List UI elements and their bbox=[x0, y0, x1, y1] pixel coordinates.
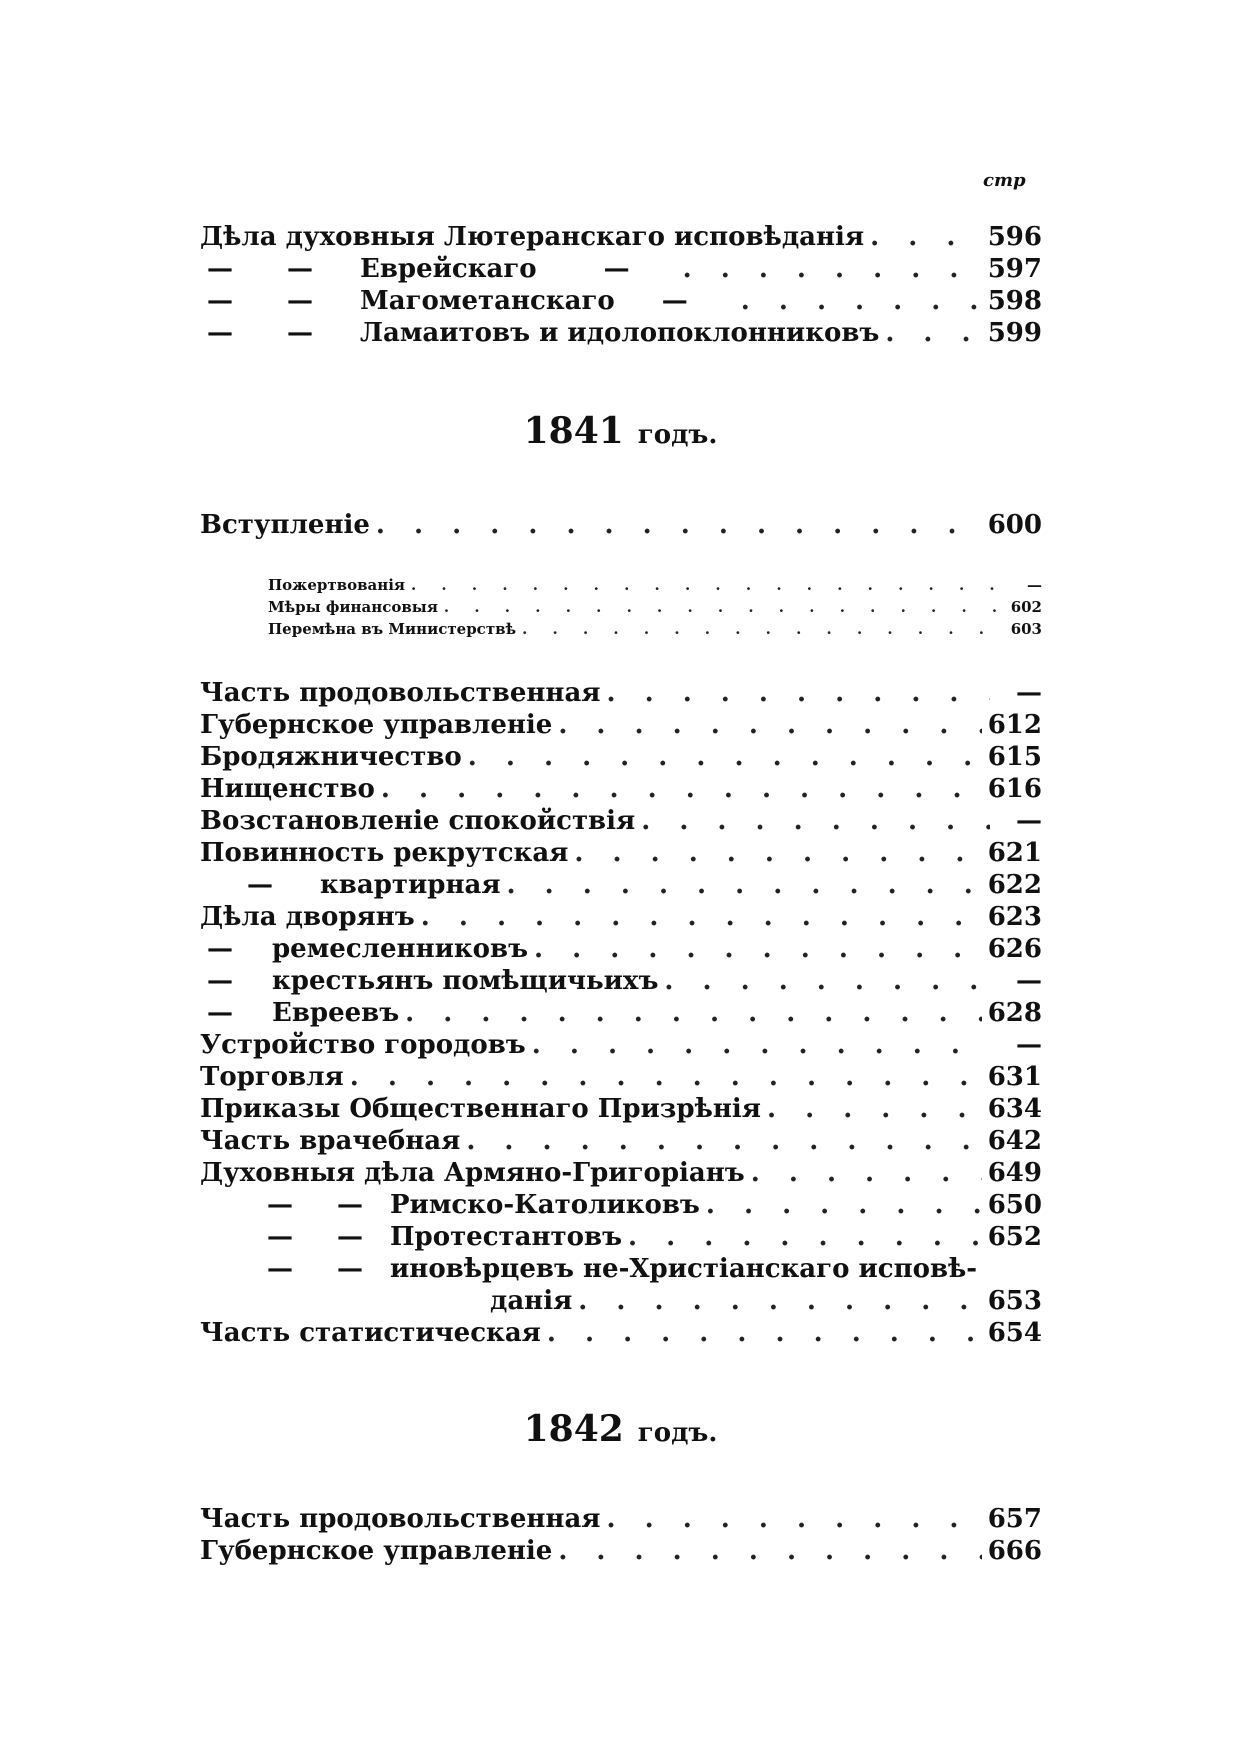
dot-leader bbox=[767, 1094, 982, 1124]
toc-page-number: 602 bbox=[1010, 598, 1042, 616]
toc-row bbox=[200, 902, 1042, 932]
dot-leader bbox=[466, 1126, 981, 1156]
toc-page-number: 652 bbox=[987, 1222, 1042, 1252]
toc-entry-title bbox=[200, 1254, 977, 1284]
toc-row-wrapped-line2 bbox=[490, 1286, 1042, 1316]
toc-row bbox=[200, 1030, 1042, 1060]
toc-entry-text: данія bbox=[490, 1286, 573, 1316]
dot-leader bbox=[547, 1318, 982, 1348]
ditto-dash: — bbox=[287, 254, 313, 284]
toc-page-number: 600 bbox=[987, 510, 1042, 540]
toc-page-number: — bbox=[1016, 678, 1042, 708]
toc-page-number: 621 bbox=[987, 838, 1042, 868]
toc-subrow bbox=[268, 618, 1042, 640]
ditto-dash: — bbox=[267, 1190, 293, 1220]
toc-entry-title: Губернское управленіе bbox=[200, 710, 553, 740]
toc-subrow bbox=[268, 596, 1042, 618]
toc-entry-title bbox=[200, 254, 677, 284]
dot-leader bbox=[405, 998, 982, 1028]
toc-entry-title: Духовныя дѣла Армяно-Григоріанъ bbox=[200, 1158, 745, 1188]
dot-leader bbox=[607, 678, 991, 708]
toc-entry-title: Возстановленіе спокойствія bbox=[200, 806, 636, 836]
toc-page-number: 623 bbox=[987, 902, 1042, 932]
toc-entry-title: Вступленіе bbox=[200, 510, 370, 540]
toc-entry-title: Часть продовольственная bbox=[200, 678, 601, 708]
dot-leader bbox=[534, 934, 982, 964]
dot-leader bbox=[641, 806, 990, 836]
toc-row bbox=[200, 1190, 1042, 1220]
dot-leader bbox=[381, 774, 982, 804]
toc-page-number: — bbox=[1027, 576, 1042, 594]
dot-leader bbox=[870, 222, 982, 252]
dot-leader bbox=[628, 1222, 982, 1252]
toc-entry-title: Часть врачебная bbox=[200, 1126, 461, 1156]
toc-row bbox=[200, 1158, 1042, 1188]
toc-page-number: 649 bbox=[987, 1158, 1042, 1188]
toc-entry-text: Евреевъ bbox=[272, 998, 400, 1028]
dot-leader bbox=[376, 510, 982, 540]
ditto-dash: — bbox=[287, 318, 313, 348]
dot-leader bbox=[468, 742, 982, 772]
toc-entry-title: Часть продовольственная bbox=[200, 1504, 601, 1534]
toc-entry-title bbox=[200, 998, 399, 1028]
toc-page-number: 650 bbox=[987, 1190, 1042, 1220]
toc-page-number: — bbox=[1016, 806, 1042, 836]
toc-entry-title: Торговля bbox=[200, 1062, 344, 1092]
toc-entry-title: Губернское управленіе bbox=[200, 1536, 553, 1566]
dot-leader bbox=[532, 1030, 990, 1060]
ditto-dash: — bbox=[267, 1254, 293, 1284]
toc-page-number: 653 bbox=[987, 1286, 1042, 1316]
dot-leader bbox=[664, 966, 990, 996]
toc-page-number: 596 bbox=[987, 222, 1042, 252]
ditto-dash: — bbox=[247, 870, 273, 900]
toc-row bbox=[200, 838, 1042, 868]
toc-page-number: 628 bbox=[987, 998, 1042, 1028]
toc-page-number: 598 bbox=[987, 286, 1042, 316]
toc-page-number: 634 bbox=[987, 1094, 1042, 1124]
year-heading-1842 bbox=[0, 1408, 1241, 1450]
toc-row bbox=[200, 1126, 1042, 1156]
toc-row bbox=[200, 254, 1042, 284]
toc-entry-text: крестьянъ помѣщичьихъ bbox=[272, 966, 659, 996]
ditto-dash: — bbox=[603, 254, 630, 284]
toc-page-number: 657 bbox=[987, 1504, 1042, 1534]
toc-page-number: 599 bbox=[987, 318, 1042, 348]
toc-entry-title bbox=[200, 966, 658, 996]
toc-row bbox=[200, 318, 1042, 348]
toc-entry-title bbox=[200, 318, 879, 348]
toc-page-number: 597 bbox=[987, 254, 1042, 284]
toc-row bbox=[200, 510, 1042, 540]
toc-page-number: 642 bbox=[987, 1126, 1042, 1156]
year-word: годъ. bbox=[637, 420, 718, 450]
ditto-dash: — bbox=[337, 1222, 363, 1252]
toc-entry-text: иновѣрцевъ не-Христіанскаго исповѣ- bbox=[390, 1254, 978, 1284]
year-word: годъ. bbox=[637, 1418, 718, 1448]
ditto-dash: — bbox=[337, 1190, 363, 1220]
toc-row bbox=[200, 934, 1042, 964]
dot-leader bbox=[444, 596, 996, 618]
toc-page-number: 612 bbox=[987, 710, 1042, 740]
toc-row bbox=[200, 678, 1042, 708]
toc-row bbox=[200, 1536, 1042, 1566]
ditto-dash: — bbox=[207, 254, 233, 284]
dot-leader bbox=[751, 1158, 982, 1188]
dot-leader bbox=[558, 1536, 981, 1566]
toc-entry-title: Нищенство bbox=[200, 774, 375, 804]
year-number: 1841 bbox=[523, 410, 624, 452]
dot-leader bbox=[885, 318, 981, 348]
dot-leader bbox=[683, 254, 982, 284]
toc-entry-title: Часть статистическая bbox=[200, 1318, 541, 1348]
toc-page-number: 603 bbox=[1010, 620, 1042, 638]
toc-entry-title bbox=[200, 1222, 622, 1252]
toc-entry-title bbox=[200, 934, 528, 964]
year-heading-1841 bbox=[0, 410, 1241, 452]
toc-entry-title: Дѣла дворянъ bbox=[200, 902, 415, 932]
ditto-dash: — bbox=[337, 1254, 363, 1284]
toc-entry-text: Еврейскаго bbox=[360, 254, 537, 284]
ditto-dash: — bbox=[207, 998, 233, 1028]
toc-page-number: 615 bbox=[987, 742, 1042, 772]
toc-subentry-title: Мѣры финансовыя bbox=[268, 598, 438, 616]
toc-entry-text: ремесленниковъ bbox=[272, 934, 529, 964]
dot-leader bbox=[706, 1190, 982, 1220]
toc-entry-title bbox=[200, 870, 501, 900]
toc-row bbox=[200, 742, 1042, 772]
dot-leader bbox=[507, 870, 982, 900]
toc-page-number: 666 bbox=[987, 1536, 1042, 1566]
dot-leader bbox=[558, 710, 981, 740]
page-column-label: стр bbox=[983, 170, 1026, 191]
toc-row bbox=[200, 710, 1042, 740]
toc-row bbox=[200, 774, 1042, 804]
toc-row-wrapped-line1 bbox=[200, 1254, 1042, 1284]
ditto-dash: — bbox=[267, 1222, 293, 1252]
ditto-dash: — bbox=[661, 286, 688, 316]
ditto-dash: — bbox=[207, 318, 233, 348]
ditto-dash: — bbox=[207, 934, 233, 964]
toc-row bbox=[200, 286, 1042, 316]
toc-entry-title: Приказы Общественнаго Призрѣнія bbox=[200, 1094, 761, 1124]
toc-page-number: 626 bbox=[987, 934, 1042, 964]
toc-page-number: 622 bbox=[987, 870, 1042, 900]
year-number: 1842 bbox=[523, 1408, 624, 1450]
toc-page-number: 616 bbox=[987, 774, 1042, 804]
dot-leader bbox=[522, 618, 996, 640]
toc-row bbox=[200, 806, 1042, 836]
toc-row bbox=[200, 222, 1042, 252]
dot-leader bbox=[741, 286, 982, 316]
dot-leader bbox=[574, 838, 981, 868]
dot-leader bbox=[411, 574, 996, 596]
dot-leader bbox=[607, 1504, 982, 1534]
toc-row bbox=[200, 998, 1042, 1028]
ditto-dash: — bbox=[207, 966, 233, 996]
toc-subentry-title: Перемѣна въ Министерствѣ bbox=[268, 620, 517, 638]
toc-entry-text: квартирная bbox=[320, 870, 501, 900]
toc-entry-title: Повинность рекрутская bbox=[200, 838, 569, 868]
toc-entry-title: Бродяжничество bbox=[200, 742, 462, 772]
ditto-dash: — bbox=[207, 286, 233, 316]
toc-entry-text: Протестантовъ bbox=[390, 1222, 623, 1252]
toc-row bbox=[200, 1222, 1042, 1252]
toc-page-number: — bbox=[1016, 966, 1042, 996]
dot-leader bbox=[578, 1286, 981, 1316]
dot-leader bbox=[350, 1062, 982, 1092]
toc-row bbox=[200, 870, 1042, 900]
toc-entry-title bbox=[200, 1190, 700, 1220]
toc-row bbox=[200, 1318, 1042, 1348]
toc-page-number: 631 bbox=[987, 1062, 1042, 1092]
ditto-dash: — bbox=[287, 286, 313, 316]
toc-entry-title: Дѣла духовныя Лютеранскаго исповѣданія bbox=[200, 222, 865, 252]
toc-row bbox=[200, 1094, 1042, 1124]
toc-entry-title: Устройство городовъ bbox=[200, 1030, 526, 1060]
toc-entry-text: Римско-Католиковъ bbox=[390, 1190, 700, 1220]
toc-entry-text: Магометанскаго bbox=[360, 286, 615, 316]
dot-leader bbox=[421, 902, 982, 932]
toc-row bbox=[200, 966, 1042, 996]
toc-subrow bbox=[268, 574, 1042, 596]
toc-subentry-title: Пожертвованія bbox=[268, 576, 405, 594]
toc-page-number: 654 bbox=[987, 1318, 1042, 1348]
toc-entry-text: Ламаитовъ и идолопоклонниковъ bbox=[360, 318, 880, 348]
toc-page-number: — bbox=[1016, 1030, 1042, 1060]
toc-row bbox=[200, 1062, 1042, 1092]
toc-entry-title bbox=[200, 286, 735, 316]
toc-row bbox=[200, 1504, 1042, 1534]
